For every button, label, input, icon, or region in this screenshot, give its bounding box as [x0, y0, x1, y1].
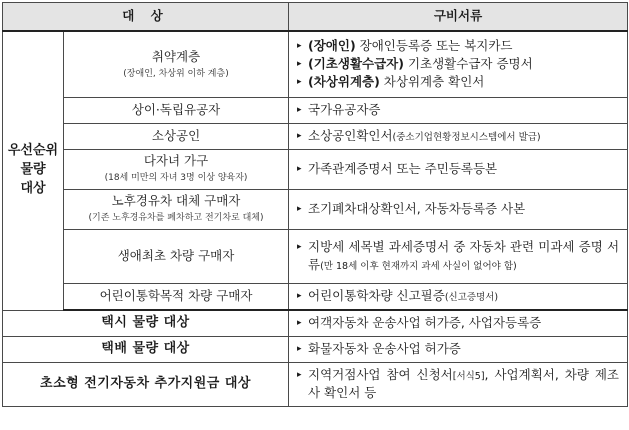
bullet-icon: ▸: [297, 59, 302, 70]
documents-cell: [289, 189, 628, 229]
documents-cell: [289, 310, 628, 336]
bullet-icon: ▸: [297, 291, 302, 302]
table-header-row: [3, 3, 628, 32]
documents-cell: [289, 283, 628, 310]
bullet-icon: ▸: [297, 41, 302, 52]
document-item: [297, 340, 619, 358]
target-name: 상이·독립유공자: [131, 101, 221, 117]
target-name: 생애최초 차량 구매자: [117, 247, 235, 263]
table-row: [3, 149, 628, 189]
table-row: [3, 123, 628, 149]
table-row: [3, 229, 628, 283]
priority-label-line2: 물량: [20, 162, 46, 178]
bullet-icon: ▸: [297, 163, 302, 174]
document-item: [297, 73, 619, 91]
bullet-icon: ▸: [297, 318, 302, 329]
target-cell: [64, 283, 289, 310]
document-item: [297, 37, 619, 55]
target-name: 택배 물량 대상: [3, 336, 289, 362]
target-note: (장애인, 차상위 이하 계층): [123, 68, 229, 79]
header-target: 대 상: [3, 3, 289, 32]
documents-cell: [289, 229, 628, 283]
document-item: [297, 101, 619, 119]
table-row: [3, 336, 628, 362]
document-note: (중소기업현황정보시스템에서 발급): [392, 131, 541, 143]
target-note: (기존 노후경유차를 폐차하고 전기차로 대체): [88, 213, 264, 224]
document-text: 차상위계층 확인서: [379, 74, 485, 90]
bullet-icon: ▸: [297, 130, 302, 141]
documents-cell: [289, 362, 628, 406]
document-item: [297, 314, 619, 332]
document-note: [서식5]: [452, 370, 485, 382]
target-name: 택시 물량 대상: [3, 310, 289, 336]
table-row: [3, 31, 628, 97]
target-cell: [64, 123, 289, 149]
documents-cell: [289, 149, 628, 189]
documents-cell: [289, 336, 628, 362]
target-note: (18세 미만의 자녀 3명 이상 양육자): [104, 173, 248, 184]
table-row: [3, 362, 628, 406]
table-row: [3, 189, 628, 229]
target-cell: [64, 189, 289, 229]
document-item: [297, 200, 619, 218]
document-item: [297, 366, 619, 402]
document-text: 기초생활수급자 증명서: [403, 56, 533, 72]
target-name: 노후경유차 대체 구매자: [111, 193, 241, 209]
table-row: [3, 97, 628, 123]
bullet-icon: ▸: [297, 203, 302, 214]
target-cell: [64, 97, 289, 123]
bullet-icon: ▸: [297, 77, 302, 88]
priority-label-line3: 대상: [20, 181, 46, 197]
table-row: [3, 283, 628, 310]
document-text: 지방세 세목별 과세증명서 중 자동차 관련 미과세 증명 서류: [308, 238, 620, 272]
bullet-icon: ▸: [297, 369, 302, 380]
document-label: (차상위계층): [308, 74, 380, 90]
document-text: 국가유공자증: [308, 101, 381, 117]
target-name: 어린이통학목적 차량 구매자: [99, 287, 253, 303]
document-label: (기초생활수급자): [308, 56, 404, 72]
documents-cell: [289, 97, 628, 123]
document-label: (장애인): [308, 38, 356, 54]
target-name: 소상공인: [151, 127, 201, 143]
document-item: [297, 160, 619, 178]
target-name: 취약계층: [151, 48, 201, 64]
priority-label-line1: 우선순위: [7, 143, 59, 159]
target-cell: [64, 229, 289, 283]
document-text: 조기폐차대상확인서, 자동차등록증 사본: [308, 200, 526, 216]
document-text: 장애인등록증 또는 복지카드: [355, 38, 513, 54]
document-text-continued: , 사업계획서, 차량 제조사 확인서 등: [308, 366, 620, 400]
header-documents: 구비서류: [289, 3, 628, 32]
bullet-icon: ▸: [297, 104, 302, 115]
bullet-icon: ▸: [297, 241, 302, 252]
document-item: [297, 55, 619, 73]
target-cell: [64, 31, 289, 97]
target-name: 초소형 전기자동차 추가지원금 대상: [3, 362, 289, 406]
document-text: 지역거점사업 참여 신청서: [308, 366, 453, 382]
document-note: (신고증명서): [444, 292, 499, 304]
target-cell: [64, 149, 289, 189]
bullet-icon: ▸: [297, 343, 302, 354]
document-item: [297, 238, 619, 274]
document-text: 소상공인확인서: [308, 127, 393, 143]
document-text: 가족관계증명서 또는 주민등록등본: [308, 160, 498, 176]
table-row: [3, 310, 628, 336]
document-item: [297, 127, 619, 145]
priority-category-cell: [3, 31, 64, 310]
documents-cell: [289, 123, 628, 149]
documents-cell: [289, 31, 628, 97]
document-text: 화물자동차 운송사업 허가증: [308, 340, 461, 356]
target-name: 다자녀 가구: [143, 153, 209, 169]
document-note: (만 18세 이후 현재까지 과세 사실이 없어야 함): [320, 261, 517, 272]
document-text: 여객자동차 운송사업 허가증, 사업자등록증: [308, 315, 542, 331]
document-text: 어린이통학차량 신고필증: [308, 288, 445, 304]
required-documents-table: [2, 2, 628, 407]
document-item: [297, 287, 619, 305]
